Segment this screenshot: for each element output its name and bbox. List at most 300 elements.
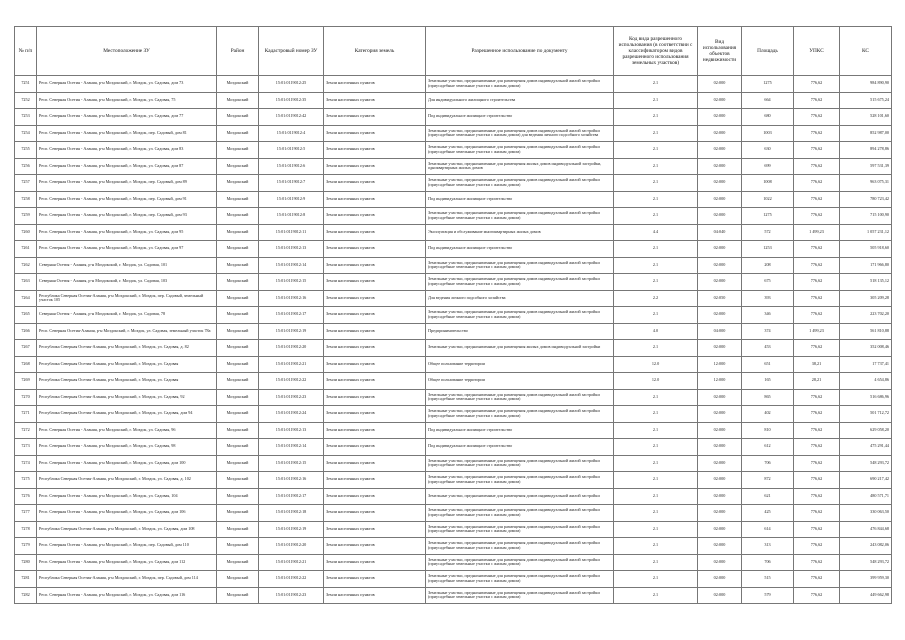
table-row <box>15 158 892 175</box>
col-permitted-use-cell: Земельные участки, предназначенные для размещения домов индивидуальной жилой застройки (приусадебные земельные участки с жилым домом) <box>426 389 614 406</box>
col-use-code-cell: 2.1 <box>614 142 698 159</box>
col-cadastral-number-cell: 15:01:0119012:15 <box>259 274 324 291</box>
col-cadastral-number-cell: 15:01:0119012:18 <box>259 505 324 522</box>
col-location-cell: Респ. Северная Осетия - Алания, р-н Моздокский, г. Моздок, пер. Садовый, дом 93 <box>37 208 217 225</box>
col-area-cell: 621 <box>742 488 794 505</box>
col-area-cell: 630 <box>742 142 794 159</box>
col-ks-cell: 852 987,00 <box>840 125 892 142</box>
col-permitted-use-cell: Под индивидуальное жилищное строительство <box>426 109 614 126</box>
col-use-type-cell: 12:000 <box>698 356 742 373</box>
col-cadastral-number-cell: 15:01:0119012:8 <box>259 208 324 225</box>
col-permitted-use-cell: Для индивидуального жилищного строительства <box>426 92 614 109</box>
col-number-cell: 7278 <box>15 521 37 538</box>
col-permitted-use-cell: Под индивидуальное жилищное строительство <box>426 191 614 208</box>
col-use-type-cell: 02:000 <box>698 455 742 472</box>
col-upks-cell: 776,62 <box>794 158 840 175</box>
col-cadastral-number-header: Кадастровый номер ЗУ <box>259 27 324 76</box>
col-area-cell: 699 <box>742 158 794 175</box>
col-cadastral-number-cell: 15:01:0119012:22 <box>259 571 324 588</box>
col-location-cell: Респ. Северная Осетия - Алания, р-н Моздокский, г. Моздок, ул. Садовая, дом 116 <box>37 587 217 604</box>
col-cadastral-number-cell: 15:01:0119012:24 <box>259 406 324 423</box>
col-permitted-use-cell: Общее пользование территории <box>426 373 614 390</box>
col-number-cell: 7273 <box>15 439 37 456</box>
col-area-cell: 579 <box>742 587 794 604</box>
col-use-code-cell: 4.4 <box>614 224 698 241</box>
col-upks-cell: 776,62 <box>794 422 840 439</box>
col-land-category-cell: Земли населенных пунктов <box>324 521 426 538</box>
col-upks-cell: 776,62 <box>794 505 840 522</box>
col-permitted-use-cell: Земельные участки, предназначенные для размещения домов индивидуальной жилой застройки (приусадебные земельные участки с жилым домом) <box>426 208 614 225</box>
col-district-cell: Моздокский <box>217 142 259 159</box>
col-cadastral-number-cell: 15:01:0119012:13 <box>259 241 324 258</box>
col-area-cell: 612 <box>742 439 794 456</box>
col-land-category-cell: Земли населенных пунктов <box>324 323 426 340</box>
col-district-cell: Моздокский <box>217 505 259 522</box>
col-number-cell: 7271 <box>15 406 37 423</box>
col-land-category-cell: Земли населенных пунктов <box>324 439 426 456</box>
col-upks-cell: 1 499,23 <box>794 323 840 340</box>
col-cadastral-number-cell: 15:01:0119012:14 <box>259 257 324 274</box>
col-district-cell: Моздокский <box>217 109 259 126</box>
col-land-category-cell: Земли населенных пунктов <box>324 472 426 489</box>
col-location-cell: Северная Осетия - Алания, р-н Моздокский, г. Моздок, ул. Садовая, 103 <box>37 274 217 291</box>
col-use-code-cell: 2.1 <box>614 538 698 555</box>
col-number-cell: 7276 <box>15 488 37 505</box>
col-ks-cell: 515 675,24 <box>840 92 892 109</box>
col-district-cell: Моздокский <box>217 224 259 241</box>
col-use-type-cell: 02:000 <box>698 76 742 93</box>
col-cadastral-number-cell: 15:01:0119012:6 <box>259 158 324 175</box>
col-use-type-cell: 02:000 <box>698 406 742 423</box>
col-ks-cell: 629 058,20 <box>840 422 892 439</box>
col-land-category-cell: Земли населенных пунктов <box>324 488 426 505</box>
col-district-cell: Моздокский <box>217 208 259 225</box>
table-row <box>15 554 892 571</box>
col-cadastral-number-cell: 15:01:0119012:16 <box>259 290 324 307</box>
col-ks-cell: 475 291,44 <box>840 439 892 456</box>
col-ks-cell: 17 737,41 <box>840 356 892 373</box>
col-ks-cell: 780 723,42 <box>840 191 892 208</box>
col-number-cell: 7261 <box>15 241 37 258</box>
table-row <box>15 505 892 522</box>
table-row <box>15 373 892 390</box>
col-upks-cell: 776,62 <box>794 109 840 126</box>
col-permitted-use-cell: Земельные участки, предназначенные для размещения домов индивидуальной жилой застройки (приусадебные земельные участки с жилым домом) <box>426 505 614 522</box>
col-use-code-cell: 2.1 <box>614 125 698 142</box>
table-row <box>15 76 892 93</box>
col-use-type-cell: 02:000 <box>698 472 742 489</box>
table-row <box>15 109 892 126</box>
col-number-cell: 7260 <box>15 224 37 241</box>
col-use-type-cell: 02:000 <box>698 92 742 109</box>
col-location-cell: Респ. Северная Осетия - Алания, р-н Моздокский, г. Моздок, ул. Садовая, дом 100 <box>37 455 217 472</box>
header-row <box>15 27 892 76</box>
col-number-cell: 7262 <box>15 257 37 274</box>
col-use-type-cell: 02:000 <box>698 125 742 142</box>
col-district-cell: Моздокский <box>217 521 259 538</box>
col-use-type-cell: 02:050 <box>698 290 742 307</box>
col-area-cell: 402 <box>742 406 794 423</box>
col-land-category-cell: Земли населенных пунктов <box>324 274 426 291</box>
col-permitted-use-cell: Земельные участки, предназначенные для размещения домов индивидуальной жилой застройки (приусадебные земельные участки с жилым домом) <box>426 307 614 324</box>
col-number-cell: 7280 <box>15 554 37 571</box>
col-permitted-use-cell: Земельные участки, предназначенные для размещения домов индивидуальной жилой застройки (приусадебные земельные участки с жилым домом) <box>426 175 614 192</box>
col-area-cell: 374 <box>742 323 794 340</box>
col-ks-cell: 516 686,96 <box>840 389 892 406</box>
col-location-cell: Республика Северная Осетия-Алания, р-н Моздокский, г. Моздок, ул. Садовая, 92 <box>37 389 217 406</box>
col-use-code-cell: 2.1 <box>614 472 698 489</box>
col-use-code-cell: 2.1 <box>614 422 698 439</box>
col-number-cell: 7254 <box>15 125 37 142</box>
col-number-cell: 7255 <box>15 142 37 159</box>
table-row <box>15 290 892 307</box>
col-use-code-cell: 4.0 <box>614 323 698 340</box>
col-ks-cell: 561 810,88 <box>840 323 892 340</box>
col-cadastral-number-cell: 15:01:0119012:7 <box>259 175 324 192</box>
col-location-cell: Респ. Северная Осетия - Алания, р-н Моздокский, г. Моздок, ул. Садовая, дом 77 <box>37 109 217 126</box>
col-location-cell: Респ. Северная Осетия - Алания, р-н Моздокский, г. Моздок, ул. Садовая, дом 97 <box>37 241 217 258</box>
col-permitted-use-cell: Под индивидуальное жилищное строительство <box>426 422 614 439</box>
col-number-cell: 7258 <box>15 191 37 208</box>
col-number-cell: 7264 <box>15 290 37 307</box>
col-district-cell: Моздокский <box>217 455 259 472</box>
col-district-cell: Моздокский <box>217 373 259 390</box>
col-location-cell: Респ. Северная Осетия - Алания, р-н Моздокский, г. Моздок, ул. Садовая, дом 87 <box>37 158 217 175</box>
col-cadastral-number-cell: 15:01:0119012:42 <box>259 109 324 126</box>
col-cadastral-number-cell: 15:01:0119012:20 <box>259 340 324 357</box>
col-permitted-use-cell: Земельные участки, предназначенные для размещения домов индивидуальной жилой застройки (приусадебные земельные участки с жилым домом) <box>426 406 614 423</box>
col-district-cell: Моздокский <box>217 587 259 604</box>
table-row <box>15 455 892 472</box>
col-cadastral-number-cell: 15:01:0119012:17 <box>259 307 324 324</box>
col-number-cell: 7274 <box>15 455 37 472</box>
col-ks-cell: 984 890,90 <box>840 76 892 93</box>
col-upks-cell: 38,21 <box>794 356 840 373</box>
col-district-cell: Моздокский <box>217 191 259 208</box>
col-use-code-cell: 2.1 <box>614 257 698 274</box>
table-row <box>15 125 892 142</box>
table-row <box>15 175 892 192</box>
col-use-code-cell: 2.1 <box>614 158 698 175</box>
col-ks-cell: 305 209,28 <box>840 290 892 307</box>
col-number-cell: 7279 <box>15 538 37 555</box>
col-use-code-header: Код вида разрешенного использования (в соответствии с классификатором видов разрешенного использования земельных участков) <box>614 27 698 76</box>
col-permitted-use-header: Разрешенное использование по документу <box>426 27 614 76</box>
col-area-cell: 614 <box>742 521 794 538</box>
col-district-cell: Моздокский <box>217 340 259 357</box>
col-area-cell: 810 <box>742 422 794 439</box>
col-use-code-cell: 2.1 <box>614 241 698 258</box>
col-area-cell: 425 <box>742 505 794 522</box>
col-use-code-cell: 2.1 <box>614 455 698 472</box>
col-use-code-cell: 2.2 <box>614 290 698 307</box>
col-location-cell: Респ. Северная Осетия - Алания, р-н Моздокский, г. Моздок, ул. Садовая, 104 <box>37 488 217 505</box>
col-area-cell: 208 <box>742 257 794 274</box>
col-land-category-cell: Земли населенных пунктов <box>324 92 426 109</box>
col-ks-cell: 548 293,72 <box>840 455 892 472</box>
col-area-cell: 664 <box>742 92 794 109</box>
col-location-cell: Республика Северная Осетия-Алания, р-н Моздокский, г. Моздок, ул. Садовая <box>37 356 217 373</box>
col-use-code-cell: 12.0 <box>614 356 698 373</box>
col-permitted-use-cell: Земельные участки, предназначенные для размещения домов индивидуальной жилой застройки <box>426 488 614 505</box>
col-land-category-cell: Земли населенных пунктов <box>324 571 426 588</box>
col-land-category-header: Категория земель <box>324 27 426 76</box>
col-area-header: Площадь <box>742 27 794 76</box>
col-permitted-use-cell: Земельные участки, предназначенные для размещения домов индивидуальной жилой застройки (приусадебные земельные участки с жилым домом) <box>426 274 614 291</box>
col-permitted-use-cell: Под индивидуальное жилищное строительство <box>426 439 614 456</box>
col-cadastral-number-cell: 15:01:0119012:13 <box>259 422 324 439</box>
col-use-type-cell: 02:000 <box>698 241 742 258</box>
col-upks-cell: 28,21 <box>794 373 840 390</box>
col-upks-cell: 776,62 <box>794 241 840 258</box>
col-area-cell: 1253 <box>742 241 794 258</box>
col-upks-cell: 776,62 <box>794 175 840 192</box>
col-use-code-cell: 2.1 <box>614 76 698 93</box>
col-area-cell: 572 <box>742 224 794 241</box>
col-district-cell: Моздокский <box>217 422 259 439</box>
col-use-code-cell: 2.1 <box>614 389 698 406</box>
table-row <box>15 406 892 423</box>
col-number-cell: 7266 <box>15 323 37 340</box>
col-location-cell: Северная Осетия - Алания, р-н Моздокский, г. Моздок, ул. Садовая, 101 <box>37 257 217 274</box>
col-upks-cell: 776,62 <box>794 125 840 142</box>
col-cadastral-number-cell: 15:01:0119012:19 <box>259 521 324 538</box>
col-cadastral-number-cell: 15:01:0119012:14 <box>259 439 324 456</box>
col-use-code-cell: 2.1 <box>614 92 698 109</box>
col-use-type-cell: 02:000 <box>698 109 742 126</box>
col-location-cell: Респ. Северная Осетия-Алания, р-н Моздокский, г. Моздок, ул. Садовая, земельный участок 78а <box>37 323 217 340</box>
col-district-cell: Моздокский <box>217 356 259 373</box>
col-number-cell: 7259 <box>15 208 37 225</box>
col-area-cell: 706 <box>742 455 794 472</box>
col-use-code-cell: 2.1 <box>614 406 698 423</box>
col-upks-cell: 776,62 <box>794 389 840 406</box>
table-row <box>15 356 892 373</box>
col-cadastral-number-cell: 15:01:0119012:20 <box>259 538 324 555</box>
col-ks-cell: 476 844,68 <box>840 521 892 538</box>
col-location-cell: Респ. Северная Осетия - Алания, р-н Моздокский, г. Моздок, пер. Садовый, дом 89 <box>37 175 217 192</box>
col-number-cell: 7270 <box>15 389 37 406</box>
col-district-cell: Моздокский <box>217 76 259 93</box>
col-permitted-use-cell: Земельные участки, предназначенные для размещения домов индивидуальной жилой застройки (приусадебные земельные участки с жилым домом) <box>426 455 614 472</box>
col-district-cell: Моздокский <box>217 307 259 324</box>
col-permitted-use-cell: Предпринимательство <box>426 323 614 340</box>
col-location-cell: Респ. Северная Осетия - Алания, р-н Моздокский, г. Моздок, ул. Садовая, 75 <box>37 92 217 109</box>
col-number-cell: 7253 <box>15 109 37 126</box>
col-location-cell: Респ. Северная Осетия - Алания, р-н Моздокский, г. Моздок, пер. Садовый, дом 91 <box>37 191 217 208</box>
col-location-cell: Респ. Северная Осетия - Алания, р-н Моздокский, г. Моздок, ул. Садовая, 96 <box>37 422 217 439</box>
col-district-cell: Моздокский <box>217 274 259 291</box>
table-row <box>15 472 892 489</box>
table-row <box>15 587 892 604</box>
col-district-cell: Моздокский <box>217 290 259 307</box>
col-permitted-use-cell: Общее пользование территории <box>426 356 614 373</box>
col-area-cell: 706 <box>742 554 794 571</box>
col-use-type-cell: 02:000 <box>698 505 742 522</box>
table-header <box>15 27 892 76</box>
col-upks-header: УПКС <box>794 27 840 76</box>
col-land-category-cell: Земли населенных пунктов <box>324 125 426 142</box>
col-ks-cell: 480 571,71 <box>840 488 892 505</box>
col-use-type-cell: 02:000 <box>698 142 742 159</box>
col-use-type-cell: 02:000 <box>698 307 742 324</box>
col-land-category-cell: Земли населенных пунктов <box>324 389 426 406</box>
col-use-code-cell: 12.0 <box>614 373 698 390</box>
col-land-category-cell: Земли населенных пунктов <box>324 191 426 208</box>
col-area-cell: 165 <box>742 373 794 390</box>
col-land-category-cell: Земли населенных пунктов <box>324 455 426 472</box>
col-cadastral-number-cell: 15:01:0119012:21 <box>259 356 324 373</box>
table-body <box>15 76 892 604</box>
col-number-cell: 7275 <box>15 472 37 489</box>
col-number-cell: 7267 <box>15 340 37 357</box>
col-permitted-use-cell: Земельные участки, предназначенные для размещения домов индивидуальной жилой застройки (приусадебные земельные участки с жилым домом) <box>426 554 614 571</box>
col-number-cell: 7251 <box>15 76 37 93</box>
col-permitted-use-cell: Земельные участки, предназначенные для размещения жилых домов индивидуальной застройки, одноквартирных жилых домов <box>426 158 614 175</box>
col-ks-cell: 690 217,42 <box>840 472 892 489</box>
col-cadastral-number-cell: 15:01:0119012:19 <box>259 323 324 340</box>
col-location-cell: Северная Осетия - Алания, р-н Моздокский, г. Моздок, ул. Садовая, 78 <box>37 307 217 324</box>
col-location-cell: Респ. Северная Осетия - Алания, р-н Моздокский, г. Моздок, пер. Садовый, дом 81 <box>37 125 217 142</box>
col-area-cell: 675 <box>742 274 794 291</box>
col-number-cell: 7282 <box>15 587 37 604</box>
col-cadastral-number-cell: 15:01:0119012:4 <box>259 125 324 142</box>
col-cadastral-number-cell: 15:01:0119012:35 <box>259 92 324 109</box>
col-use-type-cell: 02:000 <box>698 158 742 175</box>
col-district-cell: Моздокский <box>217 323 259 340</box>
col-permitted-use-cell: Земельные участки, предназначенные для размещения домов индивидуальной жилой застройки (приусадебные земельные участки с жилым домом) <box>426 257 614 274</box>
col-district-cell: Моздокский <box>217 439 259 456</box>
land-register-table <box>14 26 892 604</box>
col-permitted-use-cell: Земельные участки, предназначенные для размещения домов индивидуальной жилой застройки (приусадебные земельные участки с жилым домом) <box>426 587 614 604</box>
col-upks-cell: 776,62 <box>794 92 840 109</box>
col-number-cell: 7281 <box>15 571 37 588</box>
col-location-cell: Республика Северная Осетия-Алания, р-н Моздокский, г. Моздок, ул. Садовая, дом 94 <box>37 406 217 423</box>
col-ks-cell: 1 057 231,12 <box>840 224 892 241</box>
col-district-cell: Моздокский <box>217 472 259 489</box>
col-cadastral-number-cell: 15:01:0119012:22 <box>259 373 324 390</box>
col-use-code-cell: 2.1 <box>614 340 698 357</box>
col-ks-cell: 449 662,98 <box>840 587 892 604</box>
col-use-code-cell: 2.1 <box>614 587 698 604</box>
col-area-cell: 346 <box>742 307 794 324</box>
col-use-type-cell: 02:000 <box>698 439 742 456</box>
col-upks-cell: 776,62 <box>794 472 840 489</box>
col-location-header: Местоположение ЗУ <box>37 27 217 76</box>
col-use-type-cell: 02:000 <box>698 389 742 406</box>
col-number-cell: 7268 <box>15 356 37 373</box>
col-location-cell: Республика Северная Осетия-Алания, р-н Моздокский, г. Моздок, пер. Садовый, дом 114 <box>37 571 217 588</box>
col-number-cell: 7272 <box>15 422 37 439</box>
col-district-cell: Моздокский <box>217 571 259 588</box>
col-upks-cell: 776,62 <box>794 307 840 324</box>
table-row <box>15 241 892 258</box>
col-use-type-cell: 02:000 <box>698 422 742 439</box>
col-upks-cell: 776,62 <box>794 274 840 291</box>
col-use-type-cell: 02:000 <box>698 571 742 588</box>
col-land-category-cell: Земли населенных пунктов <box>324 587 426 604</box>
col-upks-cell: 776,62 <box>794 340 840 357</box>
col-ks-cell: 399 959,30 <box>840 571 892 588</box>
col-location-cell: Респ. Северная Осетия - Алания, р-н Моздокский, г. Моздок, ул. Садовая, дом 95 <box>37 224 217 241</box>
col-location-cell: Респ. Северная Осетия - Алания, р-н Моздокский, г. Моздок, ул. Садовая, 98 <box>37 439 217 456</box>
col-location-cell: Республика Северная Осетия-Алания, р-н Моздокский, г. Моздок, ул. Садовая, дом 108 <box>37 521 217 538</box>
col-use-code-cell: 2.1 <box>614 571 698 588</box>
col-use-code-cell: 2.1 <box>614 208 698 225</box>
col-number-cell: 7277 <box>15 505 37 522</box>
col-use-type-cell: 02:000 <box>698 521 742 538</box>
col-land-category-cell: Земли населенных пунктов <box>324 76 426 93</box>
col-upks-cell: 776,62 <box>794 455 840 472</box>
col-upks-cell: 776,62 <box>794 290 840 307</box>
col-ks-cell: 894 278,86 <box>840 142 892 159</box>
col-ks-cell: 505 918,60 <box>840 241 892 258</box>
col-use-type-cell: 12:000 <box>698 373 742 390</box>
col-district-cell: Моздокский <box>217 175 259 192</box>
col-location-cell: Респ. Северная Осетия - Алания, р-н Моздокский, г. Моздок, ул. Садовая, дом 83 <box>37 142 217 159</box>
table-row <box>15 340 892 357</box>
col-number-cell: 7257 <box>15 175 37 192</box>
col-area-cell: 393 <box>742 290 794 307</box>
col-ks-cell: 4 654,86 <box>840 373 892 390</box>
col-land-category-cell: Земли населенных пунктов <box>324 307 426 324</box>
col-upks-cell: 776,62 <box>794 488 840 505</box>
col-ks-cell: 352 008,46 <box>840 340 892 357</box>
col-use-type-cell: 02:000 <box>698 191 742 208</box>
col-land-category-cell: Земли населенных пунктов <box>324 505 426 522</box>
col-ks-cell: 330 063,50 <box>840 505 892 522</box>
col-area-cell: 651 <box>742 356 794 373</box>
col-use-code-cell: 2.1 <box>614 554 698 571</box>
col-upks-cell: 776,62 <box>794 571 840 588</box>
col-permitted-use-cell: Под индивидуальное жилищное строительство <box>426 241 614 258</box>
col-area-cell: 1008 <box>742 175 794 192</box>
col-upks-cell: 776,62 <box>794 554 840 571</box>
col-use-type-cell: 02:000 <box>698 274 742 291</box>
col-land-category-cell: Земли населенных пунктов <box>324 224 426 241</box>
col-location-cell: Респ. Северная Осетия - Алания, р-н Моздокский, г. Моздок, ул. Садовая, дом 73 <box>37 76 217 93</box>
col-number-cell: 7265 <box>15 307 37 324</box>
col-ks-cell: 597 531,39 <box>840 158 892 175</box>
col-cadastral-number-cell: 15:01:0119012:11 <box>259 224 324 241</box>
col-cadastral-number-cell: 15:01:0119012:25 <box>259 76 324 93</box>
table-row <box>15 538 892 555</box>
col-district-header: Район <box>217 27 259 76</box>
col-permitted-use-cell: Эксплуатация и обслуживание многоквартирных жилых домов <box>426 224 614 241</box>
col-use-code-cell: 2.1 <box>614 505 698 522</box>
col-cadastral-number-cell: 15:01:0119012:21 <box>259 554 324 571</box>
table-row <box>15 257 892 274</box>
col-land-category-cell: Земли населенных пунктов <box>324 422 426 439</box>
col-upks-cell: 776,62 <box>794 257 840 274</box>
col-number-header: № п/п <box>15 27 37 76</box>
col-district-cell: Моздокский <box>217 158 259 175</box>
col-district-cell: Моздокский <box>217 125 259 142</box>
col-permitted-use-cell: Для ведения личного подсобного хозяйства <box>426 290 614 307</box>
col-district-cell: Моздокский <box>217 554 259 571</box>
col-cadastral-number-cell: 15:01:0119012:17 <box>259 488 324 505</box>
table-row <box>15 389 892 406</box>
col-area-cell: 1003 <box>742 125 794 142</box>
col-district-cell: Моздокский <box>217 488 259 505</box>
col-area-cell: 1275 <box>742 208 794 225</box>
table-row <box>15 224 892 241</box>
col-district-cell: Моздокский <box>217 406 259 423</box>
col-use-type-cell: 02:000 <box>698 488 742 505</box>
table-row <box>15 571 892 588</box>
col-cadastral-number-cell: 15:01:0119012:16 <box>259 472 324 489</box>
col-permitted-use-cell: Земельные участки, предназначенные для размещения домов индивидуальной жилой застройки (приусадебные земельные участки с жилым домом) для ведения личного подсобного хозяйства <box>426 125 614 142</box>
